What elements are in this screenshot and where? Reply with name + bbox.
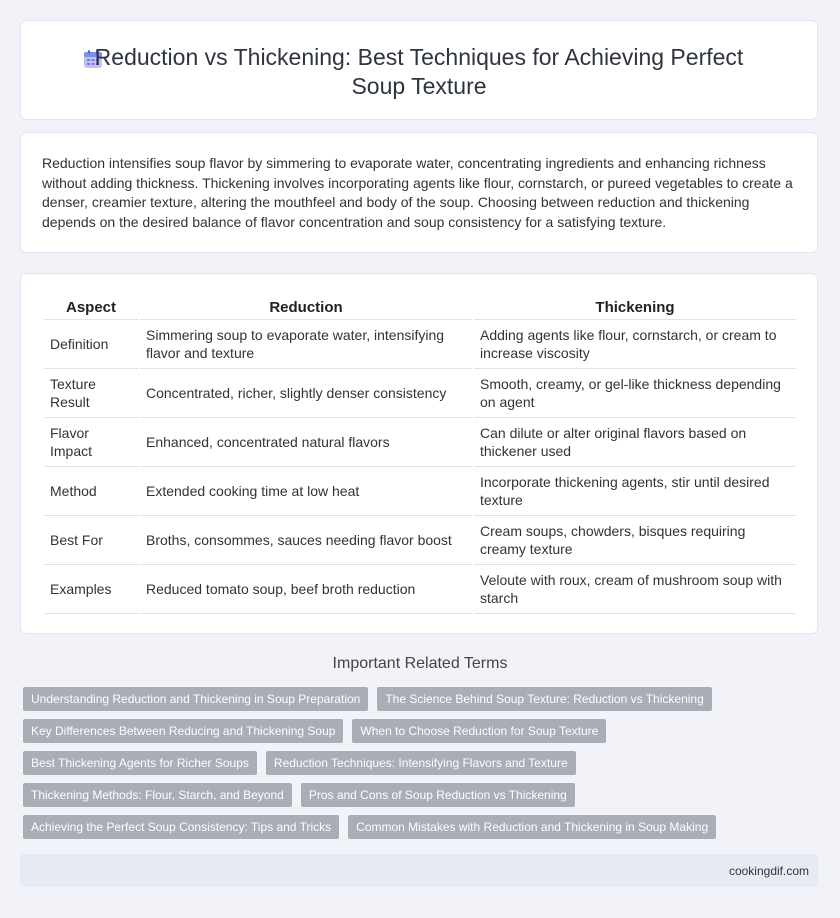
table-row	[44, 418, 796, 467]
comparison-card	[20, 273, 818, 634]
related-term-tag[interactable]: Understanding Reduction and Thickening in Soup Preparation	[23, 687, 368, 711]
row-aspect: Flavor Impact	[44, 418, 138, 467]
row-reduction: Simmering soup to evaporate water, intensifying flavor and texture	[140, 320, 472, 369]
row-thickening: Can dilute or alter original flavors based on thickener used	[474, 418, 796, 467]
table-row	[44, 516, 796, 565]
header-aspect: Aspect	[44, 295, 138, 320]
table-header-row	[44, 295, 796, 320]
related-terms-heading: Important Related Terms	[332, 655, 508, 672]
related-term-tag[interactable]: The Science Behind Soup Texture: Reduction vs Thickening	[377, 687, 711, 711]
header-card	[20, 20, 818, 120]
row-aspect: Texture Result	[44, 369, 138, 418]
row-thickening: Incorporate thickening agents, stir until desired texture	[474, 467, 796, 516]
row-aspect: Examples	[44, 565, 138, 614]
table-row	[44, 369, 796, 418]
table-row	[44, 565, 796, 614]
row-thickening: Veloute with roux, cream of mushroom soup with starch	[474, 565, 796, 614]
header-thickening: Thickening	[474, 295, 796, 320]
related-terms-list	[23, 687, 813, 847]
related-term-tag[interactable]: Key Differences Between Reducing and Thickening Soup	[23, 719, 343, 743]
related-term-tag[interactable]: Pros and Cons of Soup Reduction vs Thickening	[301, 783, 575, 807]
footer-site-link[interactable]: cookingdif.com	[728, 864, 809, 878]
row-thickening: Cream soups, chowders, bisques requiring creamy texture	[474, 516, 796, 565]
page-title: Reduction vs Thickening: Best Techniques for Achieving Perfect Soup Texture	[94, 44, 744, 99]
row-reduction: Reduced tomato soup, beef broth reduction	[140, 565, 472, 614]
related-term-tag[interactable]: Achieving the Perfect Soup Consistency: Tips and Tricks	[23, 815, 339, 839]
row-thickening: Adding agents like flour, cornstarch, or cream to increase viscosity	[474, 320, 796, 369]
intro-card	[20, 132, 818, 253]
row-aspect: Definition	[44, 320, 138, 369]
row-reduction: Extended cooking time at low heat	[140, 467, 472, 516]
related-term-tag[interactable]: Thickening Methods: Flour, Starch, and Beyond	[23, 783, 292, 807]
row-thickening: Smooth, creamy, or gel-like thickness depending on agent	[474, 369, 796, 418]
related-term-tag[interactable]: When to Choose Reduction for Soup Texture	[352, 719, 606, 743]
header-reduction: Reduction	[140, 295, 472, 320]
row-reduction: Broths, consommes, sauces needing flavor boost	[140, 516, 472, 565]
related-term-tag[interactable]: Reduction Techniques: Intensifying Flavors and Texture	[266, 751, 576, 775]
row-reduction: Concentrated, richer, slightly denser consistency	[140, 369, 472, 418]
row-aspect: Method	[44, 467, 138, 516]
row-aspect: Best For	[44, 516, 138, 565]
row-reduction: Enhanced, concentrated natural flavors	[140, 418, 472, 467]
table-row	[44, 320, 796, 369]
table-row	[44, 467, 796, 516]
comparison-table	[42, 295, 798, 614]
footer	[20, 854, 818, 887]
related-term-tag[interactable]: Best Thickening Agents for Richer Soups	[23, 751, 257, 775]
intro-text: Reduction intensifies soup flavor by simmering to evaporate water, concentrating ingredients and enhancing richness without adding thickness. Thickening involves incorporating agents like flour, cornstarch, or pureed vegetables to create a denser, creamier texture, altering the mouthfeel and body of the soup. Choosing between reduction and thickening depends on the desired balance of flavor concentration and soup consistency for a satisfying texture.	[42, 155, 793, 230]
related-term-tag[interactable]: Common Mistakes with Reduction and Thickening in Soup Making	[348, 815, 716, 839]
